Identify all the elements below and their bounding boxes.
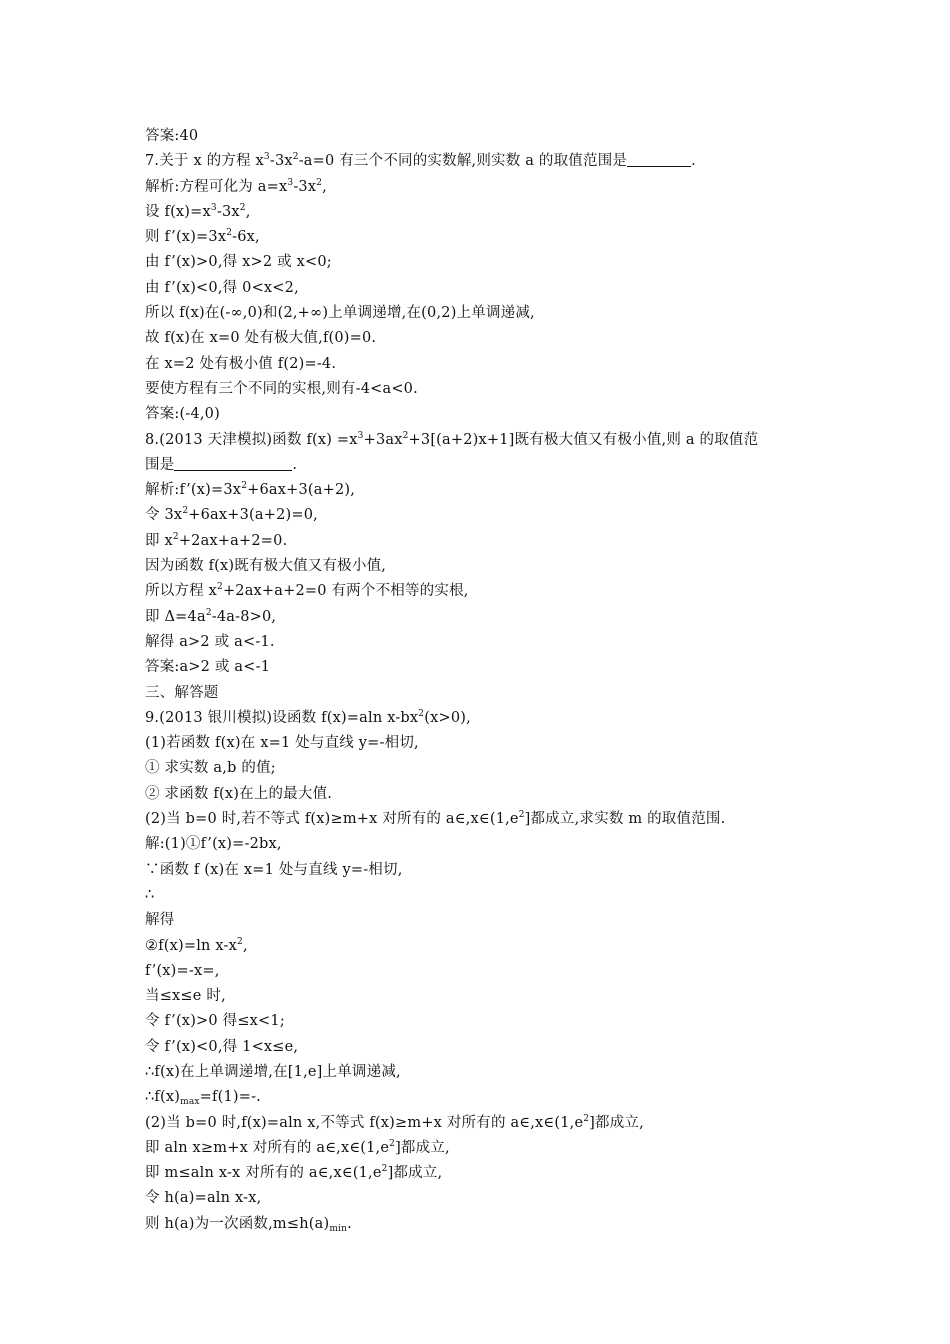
superscript: 2 (182, 506, 189, 517)
text-line: 即 m≤aln x-x 对所有的 $a\in,x\in(1,e^2]$都成立, (145, 1164, 443, 1182)
superscript: 2 (418, 708, 425, 719)
text-line: 解析$:f’(x)=3x^2+6ax+3(a+2)$, (145, 481, 356, 499)
text-line: 因为函数 f(x)既有极大值又有极小值, (145, 558, 387, 575)
text-line: 当≤x≤e 时, (145, 988, 226, 1005)
text-line: 所以 f(x)在(-∞,0)和(2,+∞)上单调递增,在(0,2)上单调递减, (145, 305, 535, 322)
text-line: ∵函数 f (x)在 x=1 处与直线 y=-相切, (145, 861, 403, 878)
superscript: 2 (402, 430, 409, 441)
text-line: 解:(1)①f’(x)=-2bx, (145, 836, 282, 853)
text-line: ∴f(x)在上单调递增,在[1,e]上单调递减, (145, 1063, 401, 1080)
text-line: 则 h(a)为一次函数$,m\le h(a)_{min}$. (145, 1215, 352, 1234)
superscript: 3 (210, 202, 217, 213)
text-line: $\therefore f(x)_{max}=f(1)=-$. (145, 1089, 261, 1108)
text-line: 答案:40 (145, 128, 199, 144)
text-line: 令 $3x^2+6ax+3(a+2)=0$, (145, 506, 318, 524)
text-line: 则 $f’(x)=3x^2-6x$, (145, 228, 260, 246)
text-line: 由 f’(x)<0,得 0<x<2, (145, 279, 299, 296)
text-line: 令 h(a)=aln x-x, (145, 1190, 262, 1207)
superscript: 2 (518, 810, 525, 821)
text-line: 围是 . (145, 456, 298, 473)
text-line: 答案:(-4,0) (145, 406, 220, 423)
answer-blank (174, 456, 292, 471)
text-line: 在 x=2 处有极小值 f(2)=-4. (145, 355, 337, 372)
superscript: 2 (239, 202, 246, 213)
text-line: 即 aln x≥m+x 对所有的 $a\in,x\in(1,e^2]$都成立, (145, 1138, 450, 1156)
superscript: 2 (226, 228, 233, 239)
subscript: min (329, 1223, 348, 1234)
superscript: 3 (357, 430, 364, 441)
text-line: 7.关于 x 的方程 $x^3-3x^2-a=0$ 有三个不同的实数解,则实数 a 的取值范围是 . (145, 152, 696, 170)
text-line: f’(x)=-x=, (145, 962, 220, 979)
superscript: 2 (217, 582, 223, 593)
superscript: 2 (237, 936, 243, 947)
text-line: ②f(x)=ln $x-x^2$, (145, 936, 248, 954)
text-line: ∴ (145, 886, 155, 903)
solution-text (145, 124, 825, 1237)
superscript: 2 (241, 481, 248, 492)
superscript: 2 (172, 531, 179, 542)
text-line: 令 f’(x)<0,得 1<x≤e, (145, 1038, 299, 1055)
text-line: 三、解答题 (145, 684, 219, 701)
text-line: 8.(2013 天津模拟)函数 $f(x) =x^3+3ax^2+3[(a+2)x+1]$既有极大值又有极小值,则 a 的取值范 (145, 430, 759, 448)
subscript: max (180, 1097, 200, 1108)
text-line: 故 f(x)在 x=0 处有极大值,f(0)=0. (145, 330, 377, 347)
text-line: ② 求函数 f(x)在上的最大值. (145, 785, 333, 802)
text-line: 即 $x^2+2ax+a+2=0$. (145, 531, 288, 549)
text-line: 要使方程有三个不同的实根,则有-4<a<0. (145, 380, 418, 397)
text-line: (2)当 b=0 时,若不等式 f(x)≥m+x 对所有的 $a\in,x\in(1,e^2]$都成立,求实数 m 的取值范围. (145, 810, 726, 828)
text-line: (1)若函数 f(x)在 x=1 处与直线 y=-相切, (145, 735, 419, 752)
superscript: 2 (381, 1164, 388, 1175)
text-line: 解析:方程可化为 $a=x^3-3x^2$, (145, 177, 327, 195)
superscript: 2 (292, 152, 299, 163)
superscript: 2 (205, 607, 212, 618)
text-line: 由 f’(x)>0,得 x>2 或 x<0; (145, 254, 332, 271)
superscript: 2 (389, 1138, 396, 1149)
text-line: 答案:a>2 或 a<-1 (145, 659, 271, 676)
text-line: 即 $\Delta=4a^2-4a-8>0$, (145, 607, 277, 625)
text-line: ① 求实数 a,b 的值; (145, 760, 276, 777)
superscript: 2 (583, 1113, 590, 1124)
text-line: 设 $f(x)=x^3-3x^2$, (145, 202, 251, 220)
text-line: 令 f’(x)>0 得≤x<1; (145, 1013, 285, 1030)
text-line: 解得 (145, 912, 175, 929)
text-line: 解得 a>2 或 a<-1. (145, 633, 275, 650)
text-line: 9.(2013 银川模拟)设函数 f(x)=aln $x-bx^2(x>0)$, (145, 708, 471, 726)
superscript: 3 (263, 152, 270, 163)
text-line: 所以方程 $x^2+2ax+a+2=0$ 有两个不相等的实根, (145, 582, 469, 600)
text-line: (2)当 b=0 时,f(x)=aln x,不等式 f(x)≥m+x 对所有的 $a\in,x\in(1,e^2]$都成立, (145, 1113, 644, 1131)
answer-blank (627, 152, 691, 167)
superscript: 2 (316, 177, 323, 188)
superscript: 3 (287, 177, 294, 188)
